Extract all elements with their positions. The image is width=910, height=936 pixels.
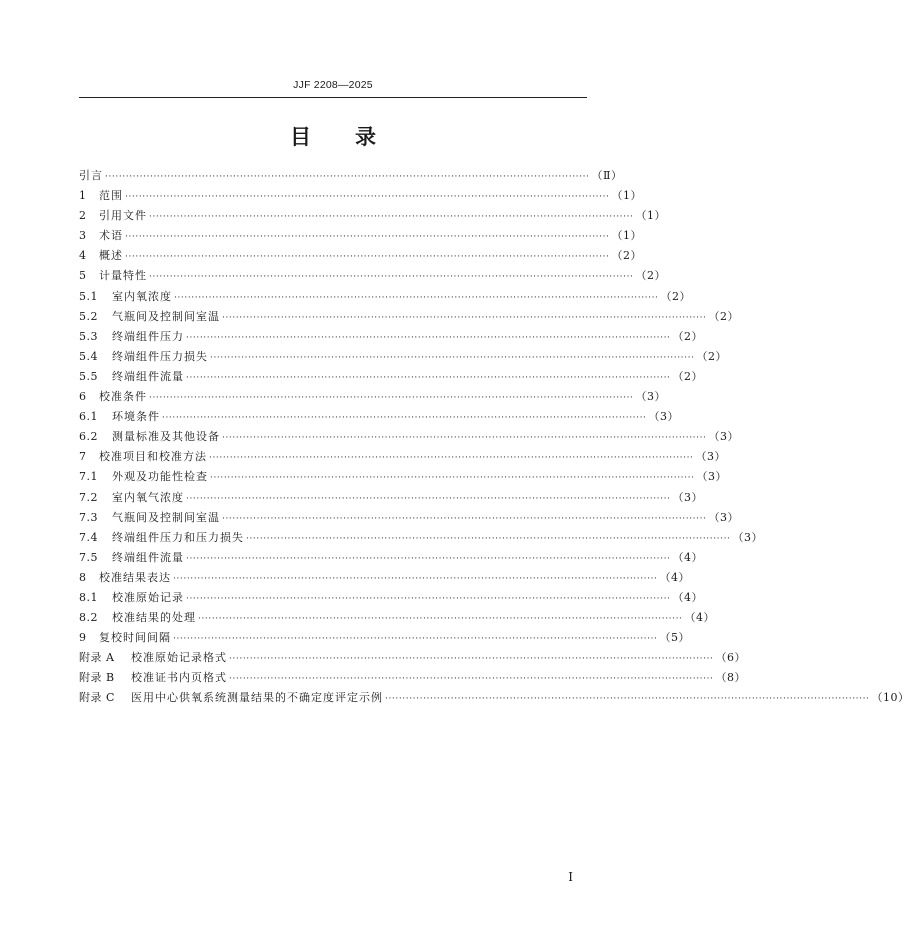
toc-leader-dots: ············································································································································: [105, 172, 590, 182]
toc-leader-dots: ············································································································································: [186, 332, 671, 343]
toc-leader-dots: ············································································································································: [198, 614, 683, 625]
toc-entry-title: 校准条件: [99, 390, 147, 404]
toc-entry-page: （4）: [684, 611, 716, 625]
toc-entry-page: （5）: [659, 631, 691, 645]
toc-entry-page: （10）: [871, 691, 910, 705]
toc-entry[interactable]: [79, 488, 704, 508]
toc-leader-dots: ············································································································································: [186, 493, 671, 504]
toc-entry-title: 引用文件: [99, 209, 147, 223]
toc-entry[interactable]: [79, 427, 740, 447]
toc-entry-title: 终端组件压力损失: [112, 349, 208, 363]
toc-entry-title: 环境条件: [112, 410, 160, 424]
page-number: Ⅰ: [568, 870, 573, 884]
toc-leader-dots: ············································································································································: [174, 292, 659, 303]
toc-entry-page: （6）: [715, 651, 747, 665]
toc-entry[interactable]: [79, 528, 764, 548]
toc-entry[interactable]: [79, 608, 716, 628]
toc-entry-number: 附录 A: [79, 651, 115, 665]
toc-entry[interactable]: [79, 548, 704, 568]
toc-leader-dots: ············································································································································: [186, 593, 671, 604]
toc-entry[interactable]: [79, 186, 643, 206]
toc-entry-number: 7.1: [79, 470, 98, 484]
toc-entry[interactable]: [79, 467, 728, 487]
toc-leader-dots: ············································································································································: [209, 453, 694, 464]
toc-entry-number: 5.5: [79, 369, 98, 383]
toc-entry-page: （4）: [672, 590, 704, 604]
toc-entry-page: （4）: [659, 570, 691, 584]
toc-entry-page: （8）: [715, 671, 747, 685]
toc-leader-dots: ············································································································································: [186, 553, 671, 564]
toc-entry-page: （3）: [635, 390, 667, 404]
toc-entry-page: （1）: [635, 209, 667, 223]
toc-entry-title: 校准证书内页格式: [131, 671, 227, 685]
toc-entry[interactable]: [79, 387, 667, 407]
toc-leader-dots: ············································································································································: [149, 212, 634, 223]
toc-leader-dots: ············································································································································: [210, 473, 695, 484]
toc-entry-number: 5: [79, 269, 87, 283]
toc-entry-page: （2）: [635, 269, 667, 283]
toc-entry-number: 5.3: [79, 329, 98, 343]
toc-entry-title: 校准结果表达: [99, 570, 171, 584]
toc-entry[interactable]: [79, 588, 704, 608]
toc-leader-dots: ············································································································································: [222, 513, 707, 524]
toc-leader-dots: ············································································································································: [162, 413, 647, 424]
toc-entry-page: （3）: [672, 490, 704, 504]
toc-entry[interactable]: [79, 266, 667, 286]
toc-leader-dots: ············································································································································: [210, 352, 695, 363]
toc-entry[interactable]: [79, 568, 691, 588]
toc-entry-number: 6: [79, 390, 87, 404]
toc-entry-title: 终端组件压力和压力损失: [112, 530, 244, 544]
toc-entry-number: 附录 C: [79, 691, 115, 705]
toc-entry-number: 8.1: [79, 590, 98, 604]
toc-entry-title: 终端组件流量: [112, 369, 184, 383]
toc-entry-number: 7.4: [79, 530, 98, 544]
toc-entry-number: 5.2: [79, 309, 98, 323]
toc-entry-number: 3: [79, 229, 87, 243]
toc-entry-number: 4: [79, 249, 87, 263]
toc-entry[interactable]: [79, 287, 692, 307]
toc-entry-title: 终端组件压力: [112, 329, 184, 343]
toc-entry-title: 室内氧浓度: [112, 289, 172, 303]
toc-entry[interactable]: [79, 668, 747, 688]
toc-entry-title: 复校时间间隔: [99, 631, 171, 645]
toc-entry[interactable]: [79, 628, 691, 648]
toc-leader-dots: ············································································································································: [173, 573, 658, 584]
toc-leader-dots: ············································································································································: [229, 674, 714, 685]
toc-entry-number: 7.5: [79, 550, 98, 564]
toc-entry-number: 7.3: [79, 510, 98, 524]
toc-entry-page: （3）: [708, 510, 740, 524]
page-title: [79, 121, 587, 151]
toc-entry[interactable]: [79, 347, 728, 367]
toc-entry-page: （4）: [672, 550, 704, 564]
toc-entry[interactable]: [79, 246, 643, 266]
toc-entry[interactable]: [79, 508, 740, 528]
toc-entry-title: 校准原始记录: [112, 590, 184, 604]
toc-entry-title: 医用中心供氧系统测量结果的不确定度评定示例: [131, 691, 383, 705]
toc-leader-dots: ············································································································································: [246, 533, 731, 544]
toc-entry-page: （3）: [695, 450, 727, 464]
toc-leader-dots: ············································································································································: [149, 393, 634, 404]
toc-entry-page: （Ⅱ）: [591, 169, 623, 182]
toc-entry-number: 8: [79, 570, 87, 584]
toc-entry[interactable]: [79, 206, 667, 226]
header-divider: [79, 97, 587, 98]
toc-leader-dots: ············································································································································: [149, 272, 634, 283]
toc-leader-dots: ············································································································································: [125, 232, 610, 243]
toc-entry[interactable]: [79, 688, 910, 708]
toc-leader-dots: ············································································································································: [125, 192, 610, 203]
toc-entry-number: 6.2: [79, 430, 98, 444]
table-of-contents: [79, 166, 910, 709]
toc-entry-title: 终端组件流量: [112, 550, 184, 564]
toc-leader-dots: ············································································································································: [186, 372, 671, 383]
toc-entry-page: （1）: [611, 189, 643, 203]
toc-entry-number: 8.2: [79, 611, 98, 625]
toc-entry-page: （3）: [648, 410, 680, 424]
toc-entry-title: 概述: [99, 249, 123, 263]
toc-entry-title: 气瓶间及控制间室温: [112, 309, 220, 323]
toc-entry-number: 附录 B: [79, 671, 115, 685]
toc-leader-dots: ············································································································································: [229, 654, 714, 665]
title-char-2: 录: [355, 124, 376, 149]
toc-leader-dots: ············································································································································: [125, 252, 610, 263]
toc-entry-page: （1）: [611, 229, 643, 243]
toc-entry-page: （3）: [708, 430, 740, 444]
toc-entry-number: 5.4: [79, 349, 98, 363]
toc-entry-number: 6.1: [79, 410, 98, 424]
toc-leader-dots: ············································································································································: [222, 433, 707, 444]
toc-entry-number: 2: [79, 209, 87, 223]
toc-leader-dots: ············································································································································: [222, 312, 707, 323]
document-code-header: JJF 2208—2025: [293, 79, 373, 91]
toc-entry-number: 5.1: [79, 289, 98, 303]
toc-entry-title: 室内氧气浓度: [112, 490, 184, 504]
title-char-1: 目: [290, 124, 311, 149]
toc-entry[interactable]: [79, 307, 740, 327]
toc-entry-title: 外观及功能性检查: [112, 470, 208, 484]
toc-entry-number: 7.2: [79, 490, 98, 504]
toc-entry-title: 气瓶间及控制间室温: [112, 510, 220, 524]
toc-entry-number: 7: [79, 450, 87, 464]
toc-entry-title: 计量特性: [99, 269, 147, 283]
toc-entry-title: 校准原始记录格式: [131, 651, 227, 665]
toc-entry-page: （3）: [732, 530, 764, 544]
toc-entry-page: （2）: [708, 309, 740, 323]
toc-entry[interactable]: [79, 407, 680, 427]
toc-entry-title: 范围: [99, 189, 123, 203]
toc-entry-page: （2）: [660, 289, 692, 303]
toc-entry-page: （2）: [696, 349, 728, 363]
toc-entry-title: 校准项目和校准方法: [99, 450, 207, 464]
toc-leader-dots: ············································································································································: [173, 634, 658, 645]
toc-entry-page: （2）: [611, 249, 643, 263]
toc-entry[interactable]: [79, 166, 623, 186]
toc-entry[interactable]: [79, 447, 727, 467]
toc-entry[interactable]: [79, 327, 704, 347]
toc-entry-page: （2）: [672, 329, 704, 343]
toc-entry-title: 校准结果的处理: [112, 611, 196, 625]
toc-entry-page: （2）: [672, 369, 704, 383]
toc-entry-page: （3）: [696, 470, 728, 484]
toc-entry-number: 9: [79, 631, 87, 645]
toc-entry-number: 1: [79, 189, 87, 203]
toc-entry-title: 术语: [99, 229, 123, 243]
toc-entry[interactable]: [79, 367, 704, 387]
toc-entry-title: 测量标准及其他设备: [112, 430, 220, 444]
toc-entry[interactable]: [79, 648, 747, 668]
toc-leader-dots: ············································································································································: [385, 694, 870, 705]
toc-entry-title: 引言: [79, 169, 103, 182]
toc-entry[interactable]: [79, 226, 643, 246]
